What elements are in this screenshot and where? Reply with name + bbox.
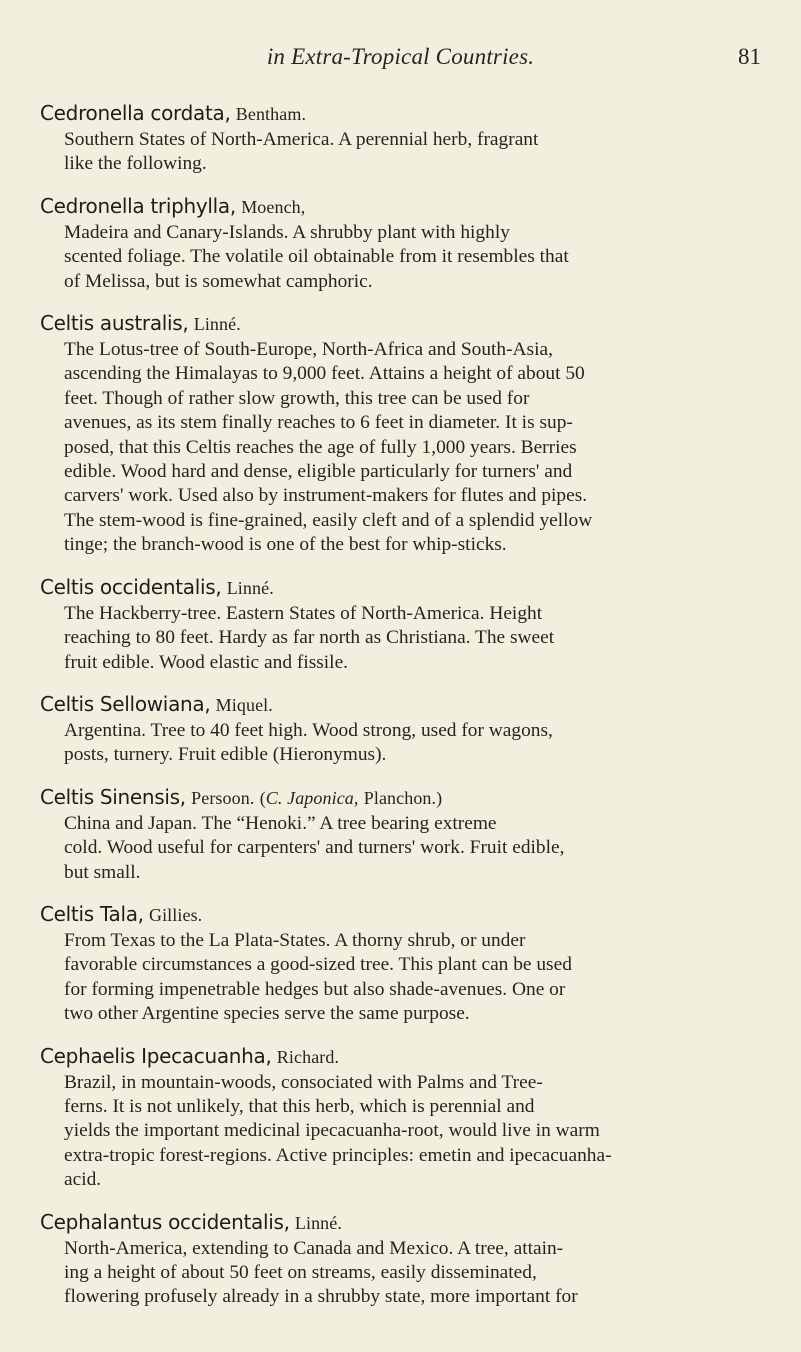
entry-description xyxy=(40,1237,760,1310)
text-line: tinge; the branch-wood is one of the best for whip-sticks. xyxy=(64,534,507,556)
entries-list xyxy=(40,100,760,1326)
text-line: North-America, extending to Canada and Mexico. A tree, attain- xyxy=(64,1237,564,1259)
synonym-authority: Planchon.) xyxy=(363,787,443,808)
authority: Miquel. xyxy=(215,694,273,715)
text-line: ferns. It is not unlikely, that this herb, which is perennial and xyxy=(64,1095,535,1117)
species-name: Celtis Tala, xyxy=(40,901,144,926)
text-line: fruit edible. Wood elastic and fissile. xyxy=(64,651,349,673)
running-title: in Extra-Tropical Countries. xyxy=(266,44,535,69)
authority: Gillies. xyxy=(148,904,203,925)
text-line: feet. Though of rather slow growth, this tree can be used for xyxy=(64,387,530,409)
entry-description xyxy=(40,1071,760,1193)
entry-heading xyxy=(40,1209,760,1237)
text-line: From Texas to the La Plata-States. A thorny shrub, or under xyxy=(64,929,526,951)
authority: Linné. xyxy=(193,314,241,335)
text-line: Madeira and Canary-Islands. A shrubby plant with highly xyxy=(64,221,510,243)
entry-description xyxy=(40,812,760,885)
species-name: Cephaelis Ipecacuanha, xyxy=(40,1043,272,1068)
synonym-open: ( xyxy=(259,787,266,808)
authority: Persoon. xyxy=(191,787,255,808)
text-line: scented foliage. The volatile oil obtainable from it resembles that xyxy=(64,246,569,268)
species-name: Cedronella cordata, xyxy=(40,101,231,125)
species-name: Cedronella triphylla, xyxy=(40,193,236,218)
entry-heading xyxy=(40,310,760,338)
text-line: carvers' work. Used also by instrument-makers for flutes and pipes. xyxy=(64,485,588,507)
entry xyxy=(40,784,760,885)
text-line: yields the important medicinal ipecacuanha-root, would live in warm xyxy=(64,1120,600,1142)
text-line: reaching to 80 feet. Hardy as far north as Christiana. The sweet xyxy=(64,627,555,649)
text-line: acid. xyxy=(64,1169,102,1191)
entry xyxy=(40,1043,760,1193)
entry xyxy=(40,100,760,177)
text-line: The stem-wood is fine-grained, easily cleft and of a splendid yellow xyxy=(64,509,593,531)
text-line: flowering profusely already in a shrubby state, more important for xyxy=(64,1286,578,1308)
entry-heading xyxy=(40,784,760,812)
page-number: 81 xyxy=(738,44,761,69)
entry-heading xyxy=(40,1043,760,1071)
text-line: like the following. xyxy=(64,153,207,175)
entry-heading xyxy=(40,574,760,602)
entry xyxy=(40,310,760,558)
species-name: Celtis australis, xyxy=(40,311,189,336)
entry-description xyxy=(40,929,760,1027)
entry xyxy=(40,193,760,294)
entry-description xyxy=(40,338,760,558)
text-line: favorable circumstances a good-sized tree. This plant can be used xyxy=(64,954,572,976)
entry-description xyxy=(40,602,760,675)
text-line: The Hackberry-tree. Eastern States of North-America. Height xyxy=(64,602,543,624)
entry xyxy=(40,1209,760,1310)
authority: Bentham. xyxy=(235,104,307,124)
entry xyxy=(40,901,760,1027)
species-name: Celtis Sinensis, xyxy=(40,784,186,809)
text-line: posed, that this Celtis reaches the age of fully 1,000 years. Berries xyxy=(64,436,577,458)
text-line: but small. xyxy=(64,861,141,883)
text-line: The Lotus-tree of South-Europe, North-Africa and South-Asia, xyxy=(64,339,553,361)
authority: Linné. xyxy=(226,577,274,598)
text-line: edible. Wood hard and dense, eligible particularly for turners' and xyxy=(64,461,573,483)
text-line: for forming impenetrable hedges but also shade-avenues. One or xyxy=(64,978,566,1000)
authority: Richard. xyxy=(276,1046,340,1067)
text-line: Argentina. Tree to 40 feet high. Wood strong, used for wagons, xyxy=(64,719,553,741)
authority: Moench, xyxy=(241,196,306,217)
text-line: Brazil, in mountain-woods, consociated with Palms and Tree- xyxy=(64,1071,543,1093)
authority: Linné. xyxy=(294,1212,342,1233)
entry-description xyxy=(40,221,760,294)
entry-heading xyxy=(40,100,760,128)
text-line: ing a height of about 50 feet on streams, easily disseminated, xyxy=(64,1262,537,1283)
entry-heading xyxy=(40,691,760,719)
text-line: avenues, as its stem finally reaches to 6 feet in diameter. It is sup- xyxy=(64,412,573,434)
species-name: Cephalantus occidentalis, xyxy=(40,1209,290,1234)
entry-description xyxy=(40,128,760,177)
entry-heading xyxy=(40,193,760,221)
text-line: Southern States of North-America. A perennial herb, fragrant xyxy=(64,129,539,150)
text-line: cold. Wood useful for carpenters' and turners' work. Fruit edible, xyxy=(64,837,565,859)
text-line: extra-tropic forest-regions. Active principles: emetin and ipecacuanha- xyxy=(64,1144,612,1166)
running-head xyxy=(0,44,801,74)
text-line: China and Japan. The “Henoki.” A tree bearing extreme xyxy=(64,812,497,834)
species-name: Celtis occidentalis, xyxy=(40,574,222,599)
synonym: C. Japonica, xyxy=(265,787,359,808)
text-line: two other Argentine species serve the same purpose. xyxy=(64,1003,470,1025)
entry xyxy=(40,691,760,768)
text-line: of Melissa, but is somewhat camphoric. xyxy=(64,270,373,292)
entry xyxy=(40,574,760,675)
text-line: ascending the Himalayas to 9,000 feet. Attains a height of about 50 xyxy=(64,363,585,385)
entry-heading xyxy=(40,901,760,929)
species-name: Celtis Sellowiana, xyxy=(40,691,211,716)
entry-description xyxy=(40,719,760,768)
text-line: posts, turnery. Fruit edible (Hieronymus). xyxy=(64,744,387,766)
